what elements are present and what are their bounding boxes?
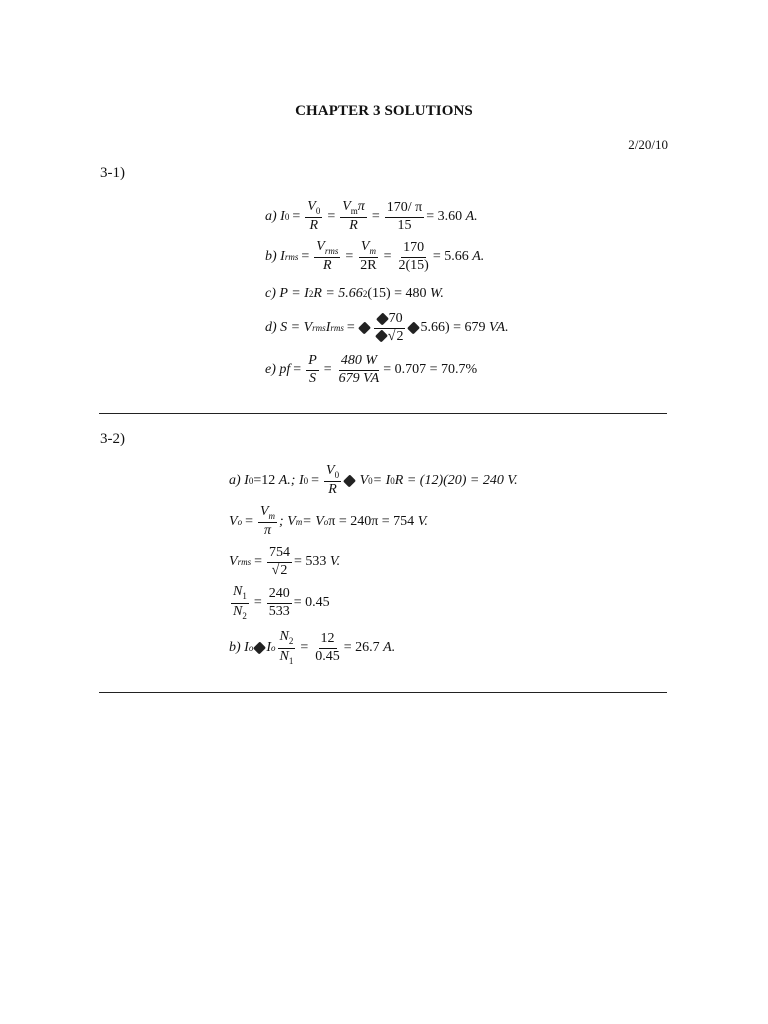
fraction: $\frac{V_m}{2R}$ xyxy=(360,239,377,274)
fraction: $\frac{V_m}{\pi}$ xyxy=(259,504,276,539)
fraction: $\frac{V_{rms}}{R}$ xyxy=(316,239,339,274)
equation-3-1-a: a) I 0 = $\frac{V_0}{R}$ = $\frac{V_m\pi}{R}$ = $\frac{170/ \pi}{15}$ = 3.60 A. xyxy=(265,199,478,234)
equation-3-1-e: e) pf = $\frac{P}{S}$ = $\frac{480 W}{679 VA}$ = 0.707 = 70.7% xyxy=(265,352,478,386)
fraction: $\frac{12}{0.45}$ xyxy=(315,630,340,664)
unrendered-glyph-icon xyxy=(407,321,420,334)
problem-label-3-2: 3-2) xyxy=(100,431,125,447)
unrendered-glyph-icon xyxy=(376,312,389,325)
unrendered-glyph-icon xyxy=(343,474,356,487)
fraction: $\frac{480 W}{679 VA}$ xyxy=(338,352,380,386)
unrendered-glyph-icon xyxy=(375,330,388,343)
fraction: $\frac{V_0}{R}$ xyxy=(307,199,321,234)
equation-3-2-turns-ratio: $\frac{N_1}{N_2}$ = $\frac{240}{533}$ = 0.45 xyxy=(233,584,330,621)
document-date: 2/20/10 xyxy=(628,137,668,152)
equation-3-1-c: c) P = I 2 R = 5.66 2 (15) = 480 W. xyxy=(265,286,444,301)
fraction: $\frac{V_m\pi}{R}$ xyxy=(342,199,365,234)
equation-3-2-b: b) I o I o $\frac{N_2}{N_1}$ = $\frac{12}{0.45}$ = 26.7 A. xyxy=(229,629,396,666)
fraction: $\frac{N_2}{N_1}$ xyxy=(279,629,294,666)
unrendered-glyph-icon xyxy=(253,641,266,654)
section-divider xyxy=(99,692,667,693)
fraction: $\frac{754}{√2}$ xyxy=(268,544,290,578)
part-prefix: a) xyxy=(265,209,277,224)
unrendered-glyph-icon xyxy=(358,321,371,334)
equation-3-1-b: b) I rms = $\frac{V_{rms}}{R}$ = $\frac{V_m}{2R}$ = $\frac{170}{2(15)}$ = 5.66 A. xyxy=(265,239,485,274)
page-title: CHAPTER 3 SOLUTIONS xyxy=(295,103,473,119)
fraction: $\frac{P}{S}$ xyxy=(308,352,317,386)
fraction: $\frac{170}{2(15)}$ xyxy=(398,239,429,273)
equation-3-1-d: d) S = V rms I rms = $\frac{70}{√2}$ 5.66) = 679 VA. xyxy=(265,310,509,344)
section-divider xyxy=(99,413,667,414)
fraction: $\frac{70}{√2}$ xyxy=(373,312,406,344)
equation-3-2-vrms: V rms = $\frac{754}{√2}$ = 533 V. xyxy=(229,544,341,578)
fraction: $\frac{N_1}{N_2}$ xyxy=(233,584,247,621)
fraction: $\frac{V_0}{R}$ xyxy=(326,463,340,498)
fraction: $\frac{170/ \pi}{15}$ xyxy=(386,199,423,233)
problem-label-3-1: 3-1) xyxy=(100,165,125,181)
fraction: $\frac{240}{533}$ xyxy=(268,585,290,619)
equation-3-2-a: a) I 0 =12 A.; I 0 = $\frac{V_0}{R}$ V 0 = I 0 R = (12)(20) = 240 V. xyxy=(229,463,518,498)
equation-3-2-vo: V o = $\frac{V_m}{\pi}$ ; V m = V o π = 240π = 754 V. xyxy=(229,504,428,539)
